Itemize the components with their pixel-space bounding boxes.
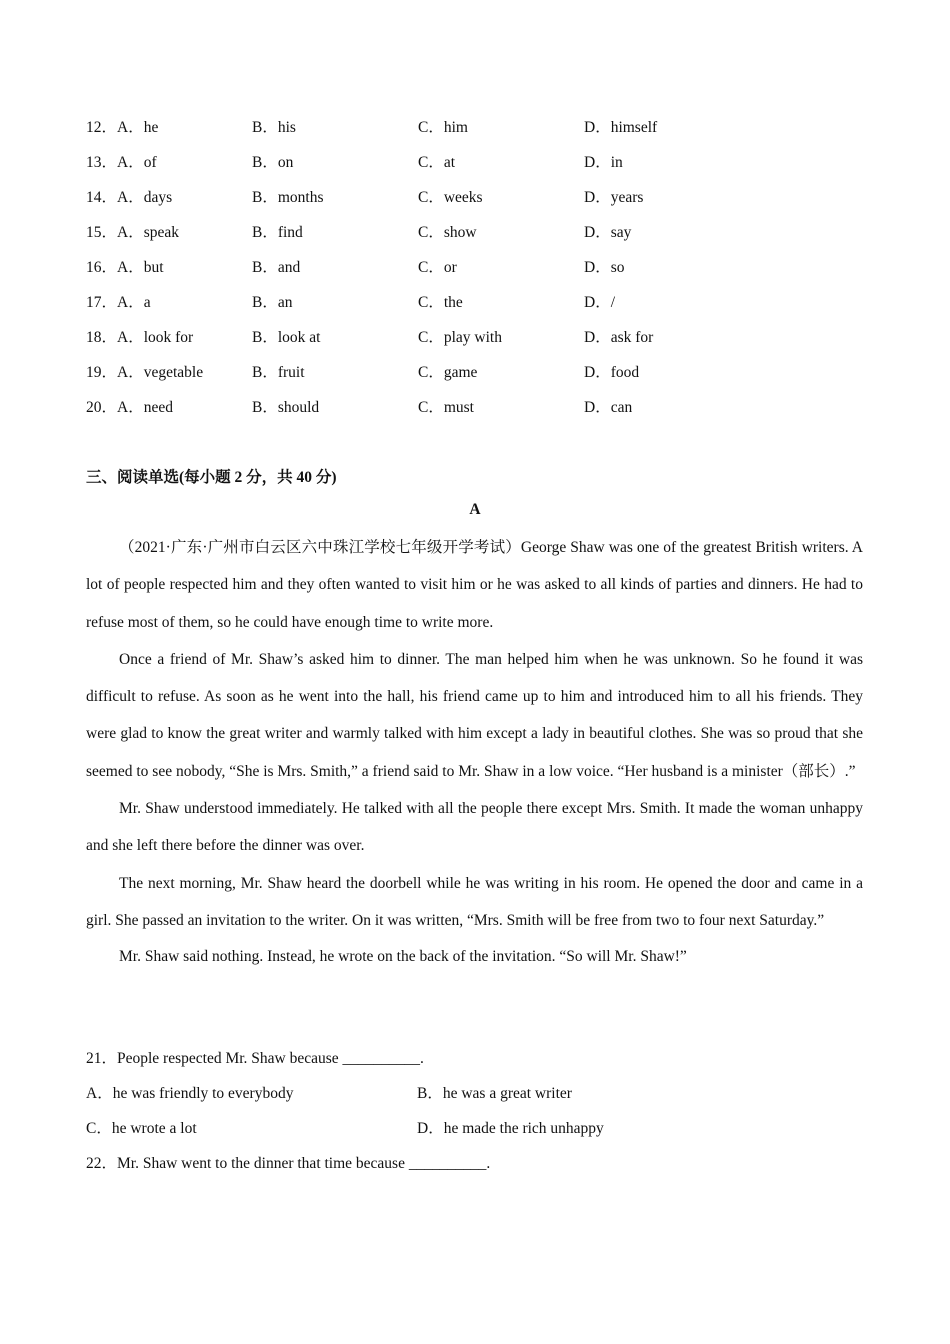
- option-a: 13．A．of: [86, 154, 157, 171]
- option-b: B．find: [252, 224, 303, 241]
- option-row: [86, 250, 866, 285]
- section-title: 三、阅读单选(每小题 2 分，共 40 分): [86, 469, 337, 486]
- option-row: [86, 355, 866, 390]
- passage-label: A: [469, 501, 481, 518]
- question-21-stem: 21．People respected Mr. Shaw because __________.: [86, 1050, 424, 1067]
- option-a: 12．A．he: [86, 119, 159, 136]
- option-b: B．should: [252, 399, 320, 416]
- option-row: [86, 180, 866, 215]
- option-d: D．years: [584, 189, 644, 206]
- option-c: C．him: [418, 119, 468, 136]
- option-b: B．look at: [252, 329, 321, 346]
- option-d: D．can: [584, 399, 633, 416]
- option-row: [86, 390, 866, 425]
- option-c: C．or: [418, 259, 457, 276]
- option-a: 16．A．but: [86, 259, 164, 276]
- option-d: D．say: [584, 224, 632, 241]
- option-a: 18．A．look for: [86, 329, 194, 346]
- option-a: 14．A．days: [86, 189, 173, 206]
- question-22-stem: 22．Mr. Shaw went to the dinner that time because __________.: [86, 1155, 491, 1172]
- cloze-options-table: [86, 110, 866, 425]
- option-d: D．/: [584, 294, 616, 311]
- option-b: B．an: [252, 294, 293, 311]
- option-d: D．in: [584, 154, 623, 171]
- option-a: 15．A．speak: [86, 224, 179, 241]
- option-a: 17．A．a: [86, 294, 151, 311]
- question-21-choice-a: A．he was friendly to everybody: [86, 1085, 294, 1102]
- option-c: C．must: [418, 399, 474, 416]
- option-b: B．his: [252, 119, 296, 136]
- passage-paragraph: （2021·广东·广州市白云区六中珠江学校七年级开学考试）George Shaw was one of the greatest British writers. A lot of people respected him and they often wanted to visit him or he was asked to all kinds of parties and dinners. He had to refuse most of them, so he could have enough time to write more.: [86, 539, 863, 631]
- option-c: C．show: [418, 224, 477, 241]
- option-c: C．play with: [418, 329, 502, 346]
- option-row: [86, 145, 866, 180]
- option-c: C．at: [418, 154, 456, 171]
- option-row: [86, 285, 866, 320]
- option-row: [86, 215, 866, 250]
- option-b: B．fruit: [252, 364, 305, 381]
- passage-paragraph: Once a friend of Mr. Shaw’s asked him to dinner. The man helped him when he was unknown. So he found it was difficult to refuse. As soon as he went into the hall, his friend came up to him and introduced him to all his friends. They were glad to know the great writer and warmly talked with him except a lady in beautiful clothes. She was so proud that she seemed to see nobody, “She is Mrs. Smith,” a friend said to Mr. Shaw in a low voice. “Her husband is a minister（部长）.”: [86, 650, 863, 780]
- option-a: 19．A．vegetable: [86, 364, 204, 381]
- option-row: [86, 320, 866, 355]
- option-c: C．the: [418, 294, 463, 311]
- option-row: [86, 110, 866, 145]
- option-b: B．months: [252, 189, 324, 206]
- question-21-choice-b: B．he was a great writer: [417, 1085, 572, 1102]
- option-b: B．on: [252, 154, 294, 171]
- question-21-choice-d: D．he made the rich unhappy: [417, 1120, 604, 1137]
- option-a: 20．A．need: [86, 399, 173, 416]
- option-c: C．game: [418, 364, 478, 381]
- passage-paragraph: The next morning, Mr. Shaw heard the doorbell while he was writing in his room. He opened the door and came in a girl. She passed an invitation to the writer. On it was written, “Mrs. Smith will be free from two to four next Saturday.”: [86, 874, 863, 929]
- option-c: C．weeks: [418, 189, 483, 206]
- question-21-choice-c: C．he wrote a lot: [86, 1120, 197, 1137]
- option-d: D．ask for: [584, 329, 654, 346]
- option-d: D．himself: [584, 119, 658, 136]
- option-b: B．and: [252, 259, 301, 276]
- passage-paragraph: Mr. Shaw understood immediately. He talked with all the people there except Mrs. Smith. It made the woman unhappy and she left there before the dinner was over.: [86, 800, 863, 855]
- passage-paragraph: Mr. Shaw said nothing. Instead, he wrote on the back of the invitation. “So will Mr. Shaw!”: [119, 948, 687, 966]
- option-d: D．food: [584, 364, 640, 381]
- option-d: D．so: [584, 259, 625, 276]
- reading-passage: [86, 529, 863, 975]
